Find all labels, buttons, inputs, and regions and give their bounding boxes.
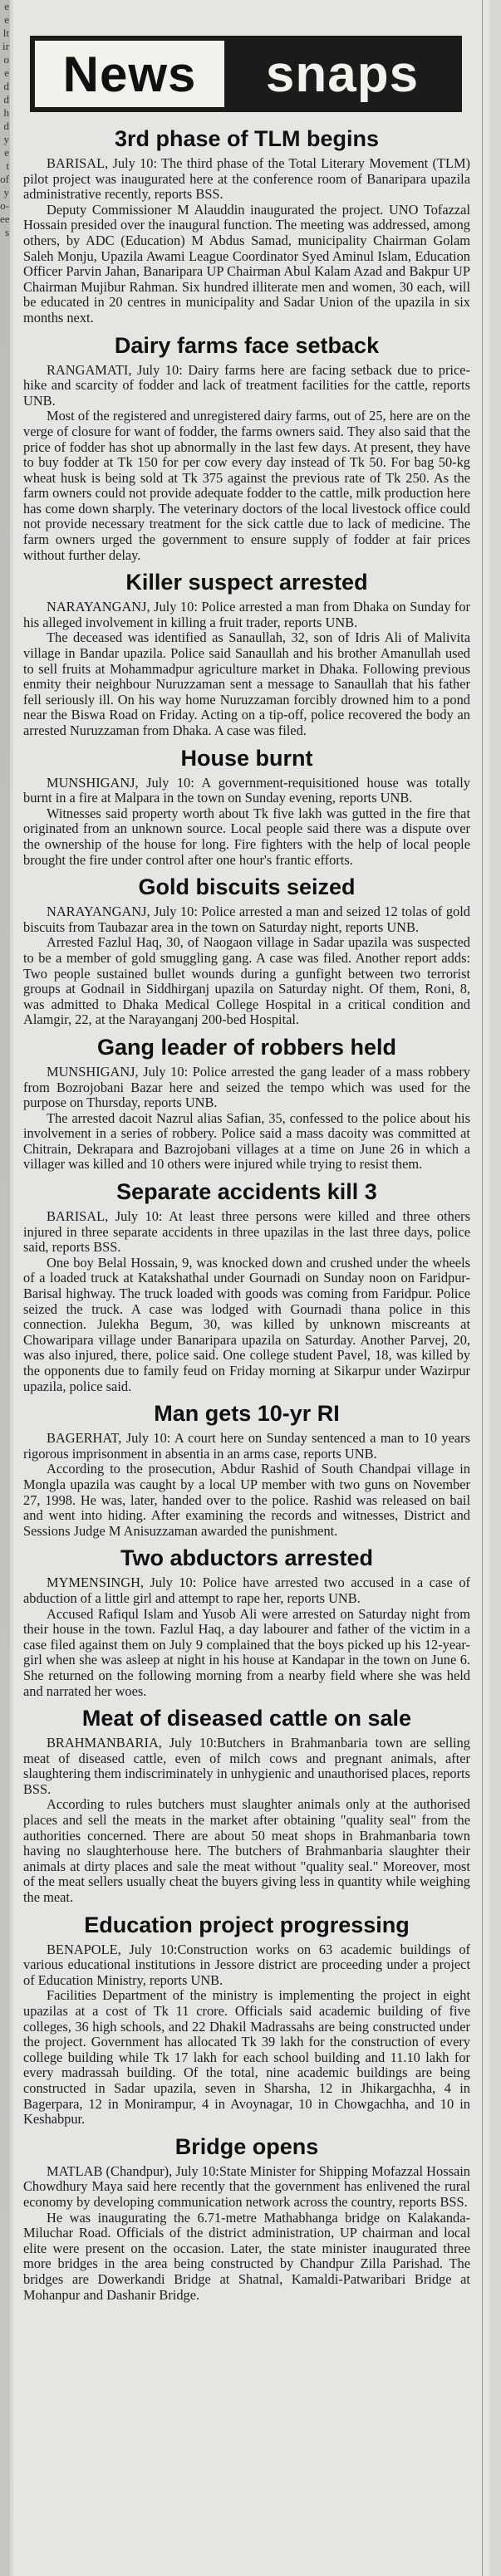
article-headline: Separate accidents kill 3 (116, 1179, 377, 1205)
article-headline: Two abductors arrested (120, 1545, 374, 1571)
article-body: One boy Belal Hossain, 9, was knocked down and crushed under the wheels of a loaded truck at Katakshathal under Gournadi on Sunday noon on Faridpur-Barisal highway. The truck loaded with goods was coming from Faridpur. Police seized the truck. A case was lodged with Gournadi thana police in this connection. Julekha Begum, 30, was killed by unknown miscreants at Chowaripara village under Banaripara upazila on Saturday. Another Parvej, 20, was also injured, there, police said. One college student Pavel, 18, was killed by the opponents due to family feud on Friday morning at Sikarpur under Wazirpur upazila, police said. (23, 1254, 470, 1394)
masthead-snaps: snaps (265, 45, 420, 103)
article-body: He was inaugurating the 6.71-metre Mathabhanga bridge on Kalakanda-Miluchar Road. Officials of the district administration, UP chairman and local elite were present on the occasion. Later, the state minister inaugurated three more bridges in the area being constructed by Chandpur Zilla Parishad. The bridges are Dowerkandi Bridge at Shatnal, Kamaldi-Patwaribari Bridge at Mohanpur and Dashanir Bridge. (23, 2209, 470, 2303)
article (23, 125, 470, 326)
article-headline: House burnt (180, 745, 313, 771)
article (23, 1911, 470, 2128)
article-headline: Killer suspect arrested (125, 570, 368, 595)
article-headline: Man gets 10-yr RI (154, 1401, 340, 1427)
article-list (23, 125, 470, 2308)
article-lead: MATLAB (Chandpur), July 10:State Minister for Shipping Mofazzal Hossain Chowdhury Maya said here recently that the government has enlivened the rural economy by developing communication network across the country, reports BSS. (23, 2162, 470, 2210)
article (23, 1399, 470, 1539)
article-body: According to the prosecution, Abdur Rashid of South Chandpai village in Mongla upazila was caught by a local UP member with two guns on November 27, 1998. He was, later, handed over to the police. Rashid was released on bail and went into hiding. After examining the records and witnesses, District and Sessions Judge M Anisuzzaman awarded the punishment. (23, 1461, 470, 1539)
article-body: The arrested dacoit Nazrul alias Safian, 35, confessed to the police about his involvement in a series of robbery. Police said a mass dacoity was committed at Chitrain, Dekrapara and Bazrojobani villages at a time on June 26 in which a villager was killed and 10 others were injured while trying to resist them. (23, 1109, 470, 1173)
article-lead: MUNSHIGANJ, July 10: A government-requisitioned house was totally burnt in a fire at Malpara in the town on Sunday evening, reports UNB. (23, 774, 470, 806)
article-headline: Gold biscuits seized (138, 874, 356, 900)
adjacent-column-fragment: ir (2, 40, 9, 52)
article-lead: NARAYANGANJ, July 10: Police arrested a man and seized 12 tolas of gold biscuits from Taubazar area in the town on Saturday night, reports UNB. (23, 904, 470, 935)
article-lead: BARISAL, July 10: The third phase of the Total Literary Movement (TLM) pilot project was inaugurated here at the conference room of Banaripara upazila administrative recently, reports BSS. (23, 155, 470, 203)
article-body: Most of the registered and unregistered dairy farms, out of 25, here are on the verge of closure for want of fodder, the farms owners said. They also said that the price of fodder has shot up abnormally in the last few days. At present, they have to buy fodder at Tk 150 for per cow every day instead of Tk 50. For bag 50-kg wheat husk is being sold at Tk 375 against the previous rate of Tk 250. As the farm owners could not provide adequate fodder to the cattle, milk production here has come down sharply. The veterinary doctors of the local livestock office could not provide necessary treatment for the sick cattle due to lack of medicine. The farm owners urged the government to ensure supply of fodder at fair prices without further delay. (23, 408, 470, 563)
article-lead: BENAPOLE, July 10:Construction works on 63 academic buildings of various educational institutions in Jessore district are proceeding under a project of Education Ministry, reports UNB. (23, 1941, 470, 1988)
adjacent-column-fragment: t (6, 159, 9, 172)
article (23, 1544, 470, 1699)
adjacent-column-fragment: d (3, 80, 9, 92)
adjacent-column-strip (0, 0, 10, 2576)
article (23, 568, 470, 738)
article-headline: Education project progressing (84, 1912, 410, 1937)
article-headline: Gang leader of robbers held (96, 1034, 397, 1060)
article-headline: 3rd phase of TLM begins (114, 126, 380, 151)
adjacent-column-fragment: e (4, 66, 9, 79)
article-lead: MUNSHIGANJ, July 10: Police arrested the gang leader of a mass robbery from Bozrojobani Bazar here and seized the tempo which was used for the purpose on Thursday, reports UNB. (23, 1063, 470, 1111)
adjacent-column-fragment: s (4, 226, 9, 238)
article-body: Deputy Commissioner M Alauddin inaugurated the project. UNO Tofazzal Hossain presided over the inaugural function. The meeting was addressed, among others, by ADC (Education) M Abdus Samad, municipality Chairman Golam Saleh Monju, Upazila Awami League Coordinator Syed Aminul Islam, Education Officer Parvin Jahan, Banaripara UP Chairman Abul Kalam Azad and Bakpur UP Chairman Mujibur Rahman. Six hundred illiterate men and women, 30 each, will be educated in 20 centres in municipality and Sadar Union of the upazila in six months next. (23, 201, 470, 326)
article-lead: BRAHMANBARIA, July 10:Butchers in Brahmanbaria town are selling meat of diseased cattle, even of milch cows and pregnant animals, after slaughtering them indiscriminately in unhygienic and unauthorised places, reports BSS. (23, 1735, 470, 1797)
adjacent-column-fragment: e (4, 13, 9, 26)
adjacent-column-fragment: of (0, 173, 9, 185)
adjacent-column-fragment: ee (0, 213, 10, 225)
adjacent-column-fragment: o- (0, 199, 9, 212)
article-headline: Dairy farms face setback (114, 332, 380, 358)
article-body: Facilities Department of the ministry is implementing the project in eight upazilas at a cost of Tk 11 crore. Officials said academic building of five colleges, 36 high schools, and 22 Dhakil Madrassahs are being constructed under the project. Government has allocated Tk 39 lakh for the construction of every college building while Tk 17 lakh for each school building and 11.10 lakh for every madrassah building. Of the total, nine academic buildings are being constructed in Sadar upazila, seven in Sharsha, 12 in Jhikargachha, 4 in Bagerpara, 12 in Monirampur, 4 in Avoynagar, 10 in Chowgachha, and 10 in Keshabpur. (23, 1987, 470, 2128)
adjacent-column-fragment: e (4, 0, 9, 12)
article-body: The deceased was identified as Sanaullah, 32, son of Idris Ali of Malivita village in Bandar upazila. Police said Sanaullah and his brother Amanullah used to sell fruits at Mohammadpur agriculture market in Dhaka. Following previous enmity their neighbour Nuruzzaman sent a message to Sanaullah that his father fell seriously ill. On his way home Nuruzzaman forcibly drowned him to a pond near the Biswa Road on Friday. Acting on a tip-off, police recovered the body an arrested Nuruzzaman from Dhaka. A case was filed. (23, 629, 470, 738)
masthead-news: News (35, 41, 224, 107)
adjacent-column-fragment: e (4, 146, 9, 159)
adjacent-column-fragment: y (3, 133, 9, 145)
article (23, 1033, 470, 1173)
adjacent-column-fragment: o (3, 53, 9, 66)
article-lead: NARAYANGANJ, July 10: Police arrested a man from Dhaka on Sunday for his alleged involvement in killing a fruit trader, reports UNB. (23, 599, 470, 630)
adjacent-column-fragment: y (3, 186, 9, 198)
article-body: Accused Rafiqul Islam and Yusob Ali were arrested on Saturday night from their house in the town. Fazlul Haq, a day labourer and father of the victim in a case filed against them on July 9 complained that the boys picked up his 12-year-girl when she was asleep at night in his house at Kandapar in the town on June 6. She returned on the following morning from a nearby field where she was held and narrated her woes. (23, 1605, 470, 1699)
adjacent-column-fragment: d (3, 120, 9, 132)
article-lead: RANGAMATI, July 10: Dairy farms here are facing setback due to price-hike and scarcity of fodder and lack of treatment facilities for the cattle, reports UNB. (23, 361, 470, 409)
article-lead: BARISAL, July 10: At least three persons were killed and three others injured in three separate accidents in three upazilas in the last three days, police said, reports BSS. (23, 1208, 470, 1256)
article (23, 744, 470, 869)
article-lead: BAGERHAT, July 10: A court here on Sunday sentenced a man to 10 years rigorous imprisonment in absentia in an arms case, reports UNB. (23, 1430, 470, 1462)
article-headline: Bridge opens (174, 2133, 319, 2159)
adjacent-column-fragment: d (3, 93, 9, 105)
article (23, 331, 470, 564)
article-headline: Meat of diseased cattle on sale (81, 1706, 412, 1731)
article (23, 873, 470, 1028)
column-rule (482, 0, 483, 2576)
article-body: According to rules butchers must slaughter animals only at the authorised places and sell the meats in the market after obtaining "quality seal" from the authorities concerned. There are about 50 meat shops in Brahmanbaria town having no slaughterhouse here. The butchers of Brahmanbaria slaughter their animals at dirty places and sale the meat without "quality seal." Moreover, most of the meat sellers usually cheat the buyers giving less in quantity while weighing the meat. (23, 1796, 470, 1906)
article-body: Witnesses said property worth about Tk five lakh was gutted in the fire that originated from an unknown source. Local people said there was a dispute over the ownership of the house for long. Fire fighters with the help of local people brought the fire under control after one hour's frantic efforts. (23, 805, 470, 868)
adjacent-column-fragment: lt (2, 27, 9, 39)
masthead (30, 36, 462, 112)
article (23, 1178, 470, 1394)
article-body: Arrested Fazlul Haq, 30, of Naogaon village in Sadar upazila was suspected to be a member of gold smuggling gang. A case was filed. Another report adds: Two people sustained bullet wounds during a gunfight between two terrorist groups at Godnail in Siddhirganj upazila on Saturday night. Of them, Roni, 8, was admitted to Dhaka Medical College Hospital in a critical condition and Alamgir, 22, at the Narayanganj 200-bed Hospital. (23, 934, 470, 1028)
article-lead: MYMENSINGH, July 10: Police have arrested two accused in a case of abduction of a little girl and attempt to rape her, reports UNB. (23, 1574, 470, 1606)
article (23, 2133, 470, 2303)
adjacent-column-fragment: h (3, 106, 9, 119)
article (23, 1704, 470, 1906)
